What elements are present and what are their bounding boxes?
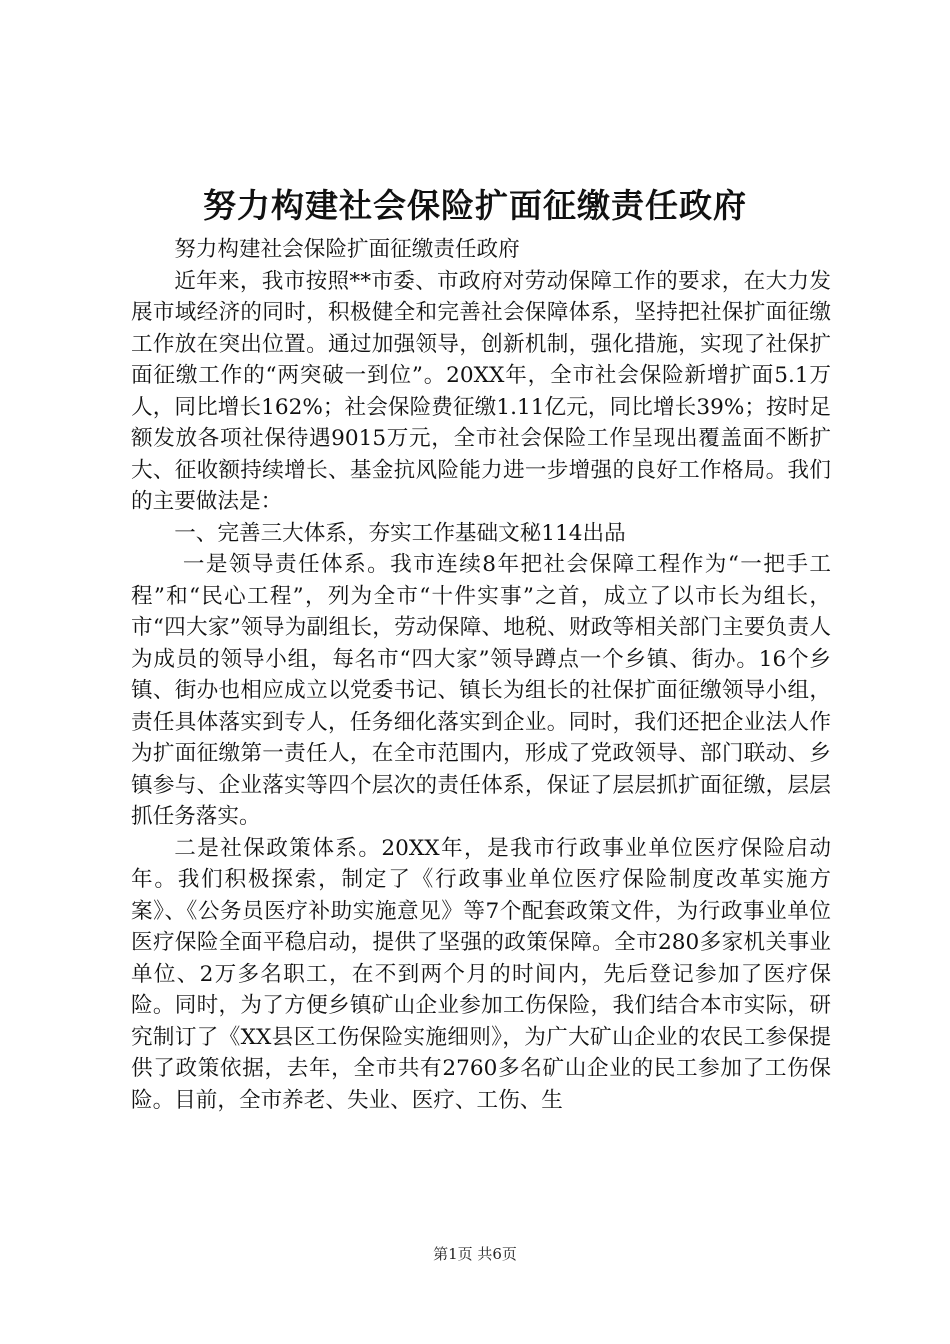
document-body — [131, 234, 831, 1116]
paragraph-subtitle: 努力构建社会保险扩面征缴责任政府 — [174, 237, 520, 262]
section-heading-1: 一、完善三大体系，夯实工作基础文秘114出品 — [174, 520, 626, 546]
paragraph-leadership-system: 一是领导责任体系。我市连续8年把社会保障工程作为“一把手工程”和“民心工程”，列为全市“十件实事”之首，成立了以市长为组长，市“四大家”领导为副组长，劳动保障、地税、财政等相关部门主要负责人为成员的领导小组，每名市“四大家”领导蹲点一个乡镇、街办。16个乡镇、街办也相应成立以党委书记、镇长为组长的社保扩面征缴领导小组，责任具体落实到专人，任务细化落实到企业。同时，我们还把企业法人作为扩面征缴第一责任人，在全市范围内，形成了党政领导、部门联动、乡镇参与、企业落实等四个层次的责任体系，保证了层层抓扩面征缴，层层抓任务落实。 — [131, 552, 831, 829]
page-number-footer: 第1页 共6页 — [433, 1245, 517, 1263]
document-title: 努力构建社会保险扩面征缴责任政府 — [203, 186, 747, 225]
paragraph-policy-system: 二是社保政策体系。20XX年，是我市行政事业单位医疗保险启动年。我们积极探索，制定了《行政事业单位医疗保险制度改革实施方案》、《公务员医疗补助实施意见》等7个配套政策文件，为行政事业单位医疗保险全面平稳启动，提供了坚强的政策保障。全市280多家机关事业单位、2万多名职工，在不到两个月的时间内，先后登记参加了医疗保险。同时，为了方便乡镇矿山企业参加工伤保险，我们结合本市实际，研究制订了《XX县区工伤保险实施细则》，为广大矿山企业的农民工参保提供了政策依据，去年，全市共有2760多名矿山企业的民工参加了工伤保险。目前，全市养老、失业、医疗、工伤、生 — [131, 835, 831, 1113]
paragraph-intro: 近年来，我市按照**市委、市政府对劳动保障工作的要求，在大力发展市域经济的同时，积极健全和完善社会保障体系，坚持把社保扩面征缴工作放在突出位置。通过加强领导，创新机制，强化措施，实现了社保扩面征缴工作的“两突破一到位”。20XX年，全市社会保险新增扩面5.1万人，同比增长162%；社会保险费征缴1.11亿元，同比增长39%；按时足额发放各项社保待遇9015万元，全市社会保险工作呈现出覆盖面不断扩大、征收额持续增长、基金抗风险能力进一步增强的良好工作格局。我们的主要做法是： — [131, 268, 831, 514]
